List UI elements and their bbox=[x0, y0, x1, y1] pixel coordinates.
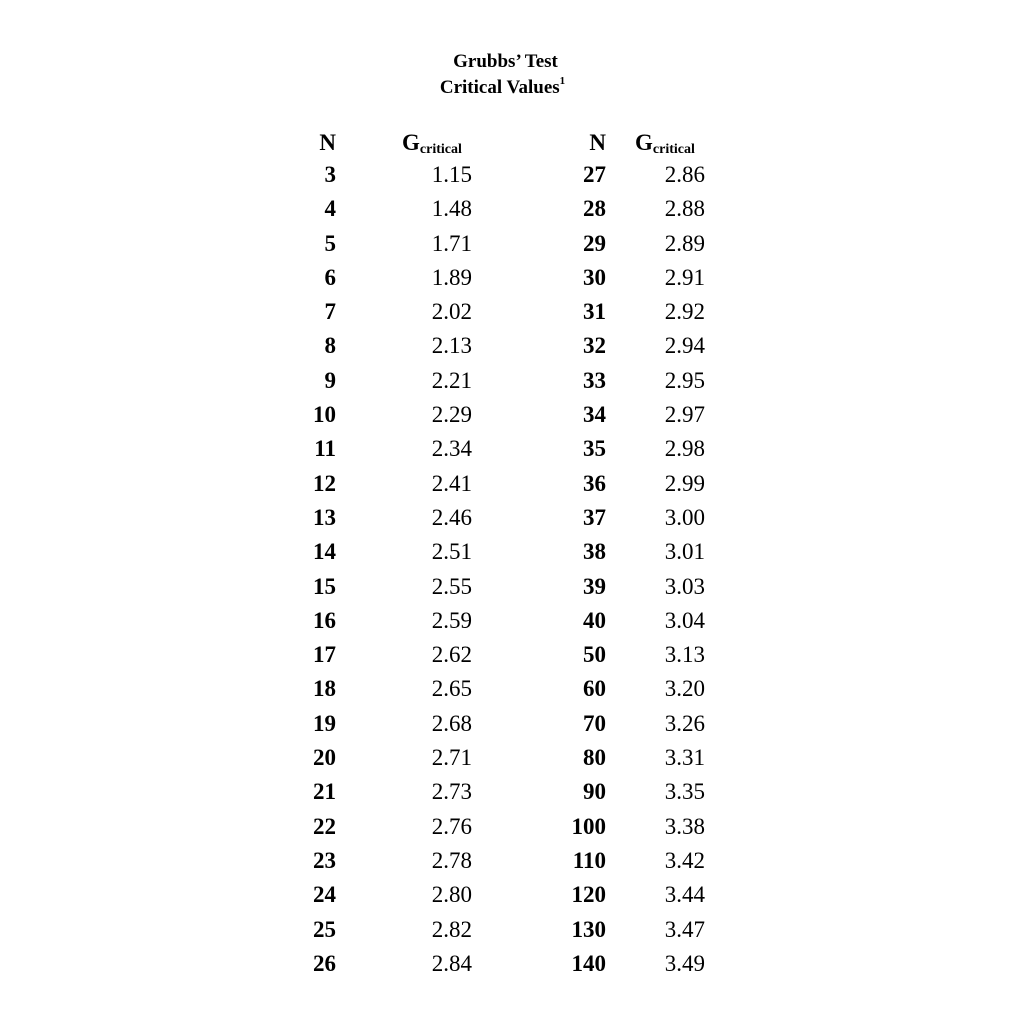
g-critical-value-right: 2.98 bbox=[664, 436, 705, 462]
g-critical-value-right: 3.26 bbox=[664, 710, 705, 736]
g-critical-value-left: 2.71 bbox=[431, 745, 472, 771]
n-value-right: 29 bbox=[583, 230, 606, 256]
table-row bbox=[0, 364, 1011, 398]
n-value-right: 80 bbox=[583, 745, 606, 771]
table-row bbox=[0, 570, 1011, 604]
table-row bbox=[0, 535, 1011, 569]
g-critical-value-right: 2.94 bbox=[664, 333, 705, 359]
page-title bbox=[0, 49, 1011, 101]
header-g-main: G bbox=[402, 130, 420, 155]
g-critical-value-left: 2.68 bbox=[431, 710, 472, 736]
g-critical-value-right: 3.04 bbox=[664, 607, 705, 633]
n-value-right: 32 bbox=[583, 333, 606, 359]
g-critical-value-left: 2.78 bbox=[431, 847, 472, 873]
n-value-right: 28 bbox=[583, 196, 606, 222]
g-critical-value-right: 2.92 bbox=[664, 299, 705, 325]
g-critical-value-right: 3.35 bbox=[664, 779, 705, 805]
n-value-right: 30 bbox=[583, 264, 606, 290]
n-value-left: 17 bbox=[313, 642, 336, 668]
table-row bbox=[0, 707, 1011, 741]
n-value-right: 100 bbox=[571, 813, 606, 839]
g-critical-value-left: 1.71 bbox=[431, 230, 472, 256]
n-value-left: 6 bbox=[324, 264, 336, 290]
g-critical-value-left: 2.29 bbox=[431, 402, 472, 428]
g-critical-value-left: 2.34 bbox=[431, 436, 472, 462]
g-critical-value-left: 2.55 bbox=[431, 573, 472, 599]
header-g-sub: critical bbox=[419, 142, 462, 157]
n-value-left: 13 bbox=[313, 504, 336, 530]
g-critical-value-right: 3.20 bbox=[664, 676, 705, 702]
header-n-label: N bbox=[589, 130, 606, 155]
header-g-sub: critical bbox=[652, 142, 695, 157]
footnote-marker: 1 bbox=[559, 75, 566, 87]
table-row bbox=[0, 501, 1011, 535]
n-value-right: 31 bbox=[583, 299, 606, 325]
n-value-left: 24 bbox=[313, 882, 336, 908]
n-value-right: 110 bbox=[572, 847, 606, 873]
g-critical-value-right: 2.97 bbox=[664, 402, 705, 428]
table-row bbox=[0, 227, 1011, 261]
table-row bbox=[0, 878, 1011, 912]
g-critical-value-right: 3.31 bbox=[664, 745, 705, 771]
g-critical-value-right: 2.99 bbox=[664, 470, 705, 496]
n-value-left: 11 bbox=[314, 436, 336, 462]
title-line-2-text: Critical Values bbox=[439, 77, 560, 98]
table-row bbox=[0, 741, 1011, 775]
table-row bbox=[0, 329, 1011, 363]
n-value-left: 14 bbox=[313, 539, 336, 565]
n-value-left: 20 bbox=[313, 745, 336, 771]
table-row bbox=[0, 638, 1011, 672]
n-value-right: 130 bbox=[571, 916, 606, 942]
g-critical-value-right: 2.91 bbox=[664, 264, 705, 290]
n-value-right: 37 bbox=[583, 504, 606, 530]
g-critical-value-right: 3.38 bbox=[664, 813, 705, 839]
n-value-right: 38 bbox=[583, 539, 606, 565]
n-value-left: 4 bbox=[324, 196, 336, 222]
g-critical-value-left: 2.76 bbox=[431, 813, 472, 839]
g-critical-value-right: 2.88 bbox=[664, 196, 705, 222]
table-row bbox=[0, 775, 1011, 809]
n-value-right: 35 bbox=[583, 436, 606, 462]
n-value-right: 120 bbox=[571, 882, 606, 908]
n-value-left: 18 bbox=[313, 676, 336, 702]
n-value-right: 33 bbox=[583, 367, 606, 393]
g-critical-value-left: 2.13 bbox=[431, 333, 472, 359]
table-row bbox=[0, 467, 1011, 501]
g-critical-value-right: 2.89 bbox=[664, 230, 705, 256]
g-critical-value-left: 2.02 bbox=[431, 299, 472, 325]
table-row bbox=[0, 810, 1011, 844]
n-value-left: 16 bbox=[313, 607, 336, 633]
g-critical-value-left: 1.48 bbox=[431, 196, 472, 222]
table-row bbox=[0, 672, 1011, 706]
g-critical-value-left: 2.84 bbox=[431, 950, 472, 976]
header-n-right bbox=[0, 125, 606, 161]
g-critical-value-right: 3.44 bbox=[664, 882, 705, 908]
table-row bbox=[0, 398, 1011, 432]
n-value-right: 40 bbox=[583, 607, 606, 633]
n-value-left: 21 bbox=[313, 779, 336, 805]
header-n-label: N bbox=[319, 130, 336, 155]
n-value-left: 19 bbox=[313, 710, 336, 736]
critical-values-table bbox=[0, 158, 1011, 981]
n-value-left: 9 bbox=[324, 367, 336, 393]
n-value-left: 22 bbox=[313, 813, 336, 839]
n-value-right: 34 bbox=[583, 402, 606, 428]
g-critical-value-right: 3.13 bbox=[664, 642, 705, 668]
g-critical-value-left: 2.80 bbox=[431, 882, 472, 908]
g-critical-value-left: 2.51 bbox=[431, 539, 472, 565]
n-value-left: 10 bbox=[313, 402, 336, 428]
n-value-left: 25 bbox=[313, 916, 336, 942]
n-value-left: 7 bbox=[324, 299, 336, 325]
n-value-right: 140 bbox=[571, 950, 606, 976]
g-critical-value-left: 2.46 bbox=[431, 504, 472, 530]
n-value-left: 15 bbox=[313, 573, 336, 599]
g-critical-value-right: 2.95 bbox=[664, 367, 705, 393]
n-value-right: 60 bbox=[583, 676, 606, 702]
n-value-left: 8 bbox=[324, 333, 336, 359]
header-g-right bbox=[635, 125, 715, 161]
g-critical-value-left: 2.65 bbox=[431, 676, 472, 702]
n-value-left: 23 bbox=[313, 847, 336, 873]
title-line-1: Grubbs’ Test bbox=[453, 51, 558, 72]
n-value-right: 27 bbox=[583, 162, 606, 187]
n-value-right: 70 bbox=[583, 710, 606, 736]
g-critical-value-left: 2.62 bbox=[431, 642, 472, 668]
table-row bbox=[0, 604, 1011, 638]
g-critical-value-left: 1.89 bbox=[431, 264, 472, 290]
table-row bbox=[0, 947, 1011, 981]
n-value-left: 12 bbox=[313, 470, 336, 496]
n-value-left: 3 bbox=[324, 162, 336, 187]
table-row bbox=[0, 295, 1011, 329]
g-critical-value-left: 2.21 bbox=[431, 367, 472, 393]
n-value-left: 5 bbox=[324, 230, 336, 256]
table-row bbox=[0, 913, 1011, 947]
g-critical-value-right: 3.00 bbox=[664, 504, 705, 530]
g-critical-value-right: 3.47 bbox=[664, 916, 705, 942]
title-line-2 bbox=[0, 75, 1008, 101]
g-critical-value-left: 2.41 bbox=[431, 470, 472, 496]
n-value-right: 39 bbox=[583, 573, 606, 599]
n-value-right: 50 bbox=[583, 642, 606, 668]
g-critical-value-left: 2.73 bbox=[431, 779, 472, 805]
g-critical-value-right: 3.01 bbox=[664, 539, 705, 565]
g-critical-value-left: 2.59 bbox=[431, 607, 472, 633]
n-value-left: 26 bbox=[313, 950, 336, 976]
g-critical-value-left: 1.15 bbox=[431, 162, 472, 187]
g-critical-value-right: 2.86 bbox=[664, 162, 705, 187]
table-row bbox=[0, 192, 1011, 226]
n-value-right: 90 bbox=[583, 779, 606, 805]
table-row bbox=[0, 844, 1011, 878]
g-critical-value-right: 3.49 bbox=[664, 950, 705, 976]
table-row bbox=[0, 261, 1011, 295]
g-critical-value-right: 3.42 bbox=[664, 847, 705, 873]
table-row bbox=[0, 432, 1011, 466]
g-critical-value-right: 3.03 bbox=[664, 573, 705, 599]
table-row bbox=[0, 158, 1011, 192]
n-value-right: 36 bbox=[583, 470, 606, 496]
header-g-main: G bbox=[635, 130, 653, 155]
g-critical-value-left: 2.82 bbox=[431, 916, 472, 942]
